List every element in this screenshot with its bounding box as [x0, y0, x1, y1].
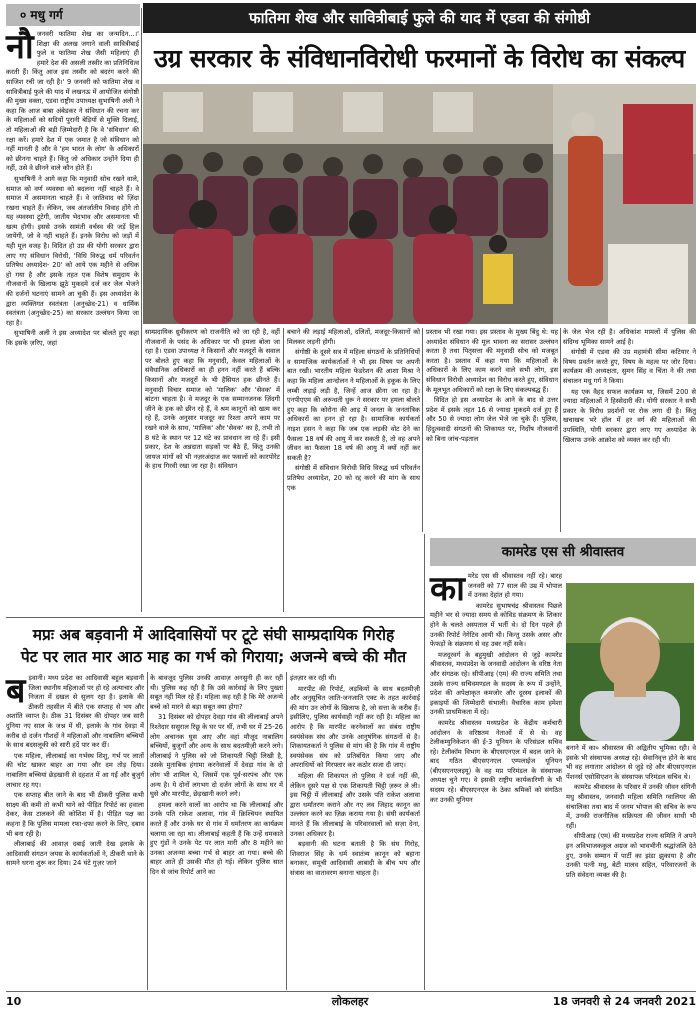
article2-column-2	[150, 674, 283, 990]
paragraph: के बावजूद पुलिस उनकी आवाज़ अनसुनी ही कर रही थी। पुलिस कह रही है कि उसे कार्रवाई के लिए पुख्ता सबूत नहीं मिल रहे हैं। महिला कह रही है कि मेरे अजन्मे बच्चे को मारने से बड़ा सबूत क्या होगा?	[150, 674, 283, 711]
newspaper-name: लोकलहर	[331, 995, 369, 1008]
paragraph: संगोष्ठी के दूसरे सत्र में महिला संगठनों के प्रतिनिधियों व सामाजिक कार्यकर्ताओं ने भी इस विषय पर अपनी बात रखी। भारतीय महिला फेडरेशन की आशा मिश्रा ने कहा कि महिला आन्दोलन ने महिलाओं के हकूक के लिए लम्बी लड़ाई लड़ी है, जिन्हें आज छीना जा रहा है। एनपीएएम की अरुन्धती धुरू ने सरकार पर हमला बोलते हुए कहा कि कोरोना की आड़ में जनता के जनतांत्रिक अधिकारों का हनन हो रहा है। सामाजिक कार्यकर्ता नाइश हसन ने कहा कि जब एक लड़की वोट देने का फैसला 18 वर्ष की आयु में कर सकती है, तो वह अपने जीवन का फैसला 18 वर्ष की आयु में क्यों नहीं कर सकती है?	[287, 348, 420, 462]
paragraph: मरेड एस सी श्रीवास्तव नहीं रहे। बारह जनवरी को 77 साल की उम्र में भोपाल में उनका देहांत हो गया।	[467, 572, 562, 600]
paragraph: सीपीआइ (एम) की मध्यप्रदेश राज्य समिति ने अपने इन अविभाजककुल अग्रज को भावभीनी श्रद्धांजलि देते हुए, उनके सम्मान में पार्टी का झंडा झुकाया है और उनकी पत्नी मधु, बेटी मालव सहित, परिवारजनों के प्रति संवेदना व्यक्त की है।	[566, 832, 696, 879]
page-number: 10	[6, 995, 22, 1008]
paragraph: 31 दिसंबर को दोपहर देवड़ा गांव की लीलाबाई अपने रिश्तेदार ससुराल रिछू के घर पर थीं, तभी घर में 25-26 लोग अचानक घुस आए और वहां मौजूद नाबालिग बच्चियों, बुजुर्गों और अन्य के साथ बदतमीज़ी करने लगे। लीलाबाई ने पुलिस को जो शिकायती चिट्ठी लिखी है, उसके मुताबिक हंगामा करनेवालों में देवड़ा गांव के दो लोग भी शामिल थे, जिसमें एक पूर्व-सरपंच और एक अन्य है। ये दोनों लगभग दो दर्जन लोगों के साथ घर में घुसे और मारपीट, छेड़खानी करने लगे।	[150, 713, 283, 799]
paragraph: के जेल भेज रही है। अधिकांश मामलों में पुलिस की संदिग्ध भूमिका सामने आई है।	[563, 328, 696, 346]
obituary-title: कामरेड एस सी श्रीवास्तव	[430, 538, 696, 566]
paragraph: एक महिला, लीलाबाई का गर्भस्थ शिशु, गर्भ पर लातों की चोट खाकर बाहर आ गया और दम तोड़ दिया। नाबालिग बच्चियां छेड़खानी से दहशत में आ गईं और बुजुर्ग लाचार रह गए।	[6, 751, 144, 789]
article2-headline-1: मप्रः अब बड़वानी में आदिवासियों पर टूटे संघी साम्प्रदायिक गिरोह	[32, 626, 395, 644]
dropcap: ब	[6, 671, 26, 711]
obituary-column-c	[566, 744, 696, 990]
paragraph: संगोष्ठी में संविधान विरोधी विधि विरुद्ध धर्म परिवर्तन प्रतिषेध अध्यादेश, 20 को रद्द करने की मांग के साथ एक	[287, 464, 420, 492]
portrait-photo	[566, 583, 694, 741]
obituary-column-b	[430, 742, 562, 990]
paragraph: कामरेड श्रीवास्तव मध्यप्रदेश के केंद्रीय कर्मचारी आंदोलन के वरिष्ठतम नेताओं में से थे। वह टेलीकम्युनिकेशन की ई-3 यूनियन के परिसंडल सचिव रहे। टेलीकॉम विभाग के बीएसएनएल में बदल जाने के बाद गठित बीएसएनएल एम्पलाईज यूनियन (बीएसएनएलइयू) के वह मप्र परिमंडल के संस्थापक अध्यक्ष चुने गए। वे इसकी राष्ट्रीय कार्यकारिणी के भी सदस्य रहे। बीएसएनएल के ठेका श्रमिकों को संगठित कर उनकी यूनियन	[430, 718, 562, 804]
portrait-graphic	[566, 583, 694, 741]
paragraph: बनाने में का० श्रीवास्तव की अद्वितीय भूमिका रही। वे इसके भी संस्थापक अध्यक्ष रहे। सेवानिवृत्त होने के बाद भी वह लगातार आंदोलन से जुड़े रहे और बीएसएनएल पेंशनर्स एसोसिएशन के संस्थापक परिमंडल सचिव थे।	[566, 744, 696, 781]
author-header: ० मधु गर्ग	[6, 4, 140, 26]
paragraph: बचाने की लड़ाई महिलाओं, दलितों, मजदूर-किसानों को मिलकर लड़नी होगी।	[287, 328, 420, 346]
column-5	[563, 328, 696, 532]
dropcap: नौ	[6, 27, 34, 67]
seminar-photo-graphic	[143, 84, 696, 324]
paragraph: जनवरी फातिमा शेख का जन्मदिन...।' शिक्षा की अलख जगाने वाली सावित्रीबाई फुले व फातिमा शेख जैसी महिलाएं ही हमारे देश की असली तस्वीर का प्रतिनिधित्व करती हैं। किंतु आज इस तस्वीर को बदरंग करने की साजिश रची जा रही है।' 9 जनवरी को फातिमा शेख व सावित्रीबाई फुले की याद में लखनऊ में आयोजित संगोष्ठी की मुख्य वक्ता, एडवा राष्ट्रीय उपाध्यक्ष सुभाषिनी अली ने कहा कि आज बाबा अंबेडकर ने संविधान की रचना कर के महिलाओं को सदियों पुरानी बेड़ियों से मुक्ति दिलाई, तो महिलाओं की बड़ी ज़िम्मेदारी है कि वे 'संविधान' की रक्षा करें। हमारे देश में एक जमात है जो संविधान को नहीं मानती है और वे 'हम भारत के लोग' के अधिकारों को छीनना चाहते हैं। किंतु जो अधिकार उन्होंने दिया ही नहीं, उसे वे छीनने वाले कौन होते हैं।	[6, 30, 139, 173]
main-headline: उग्र सरकार के संविधानविरोधी फरमानों के विरोध का संकल्प	[154, 44, 685, 73]
column-4	[426, 328, 558, 532]
column-2	[145, 328, 280, 614]
paragraph: मारपीट की रिपोर्ट, लड़कियों के साथ बदतमीज़ी और अनुसूचित जाति-जनजाति एक्ट के तहत कार्रवाई की मांग उन लोगों के खिलाफ है, जो सत्ता के करीब हैं। इसीलिए, पुलिस कार्यवाही नहीं कर रही है। महिला का आरोप है कि मारपीट करनेवालों का संबंध राष्ट्रीय स्वयंसेवक संघ और उनके आनुषंगिक संगठनों से है। शिकायतकर्ता ने पुलिस से मांग की है कि गांव में राष्ट्रीय स्वयंसेवक संघ को प्रतिबंधित किया जाए और अपराधियों को गिरफ्तार कर कठोर सजा दी जाए।	[290, 684, 420, 770]
column-1	[6, 27, 139, 614]
paragraph: एक सप्ताह बीत जाने के बाद भी ठीकरी पुलिस कभी साक्ष्य की कमी तो कभी थाने को पीड़ित रिपोर्ट का हवाला देकर, केस टालकने की कोशिश में है। पीड़ित पक्ष का कहना है कि पुलिस मामला रफा-दफा करने के लिए, दबाव भी बना रही है।	[6, 791, 144, 838]
paragraph: सुभाषिनी अली ने इस अध्यादेश पर बोलते हुए कहा कि इसके ज़रिए, जहां	[6, 329, 139, 347]
paragraph: विदित हो इस अध्यादेश के आने के बाद से उत्तर प्रदेश में इसके तहत 16 से ज्यादा मुकदमे दर्ज हुए हैं और 50 से ज्यादा लोग जेल भेजे जा चुके हैं। पुलिस, हिंदुत्ववादी संगठनों की शिकायत पर, निर्दोष नौजवानों को बिना जांच-पड़ताल	[426, 396, 558, 443]
seminar-photo	[143, 84, 696, 324]
article2-headline-2: पेट पर लात मार आठ माह का गर्भ को गिराया; अजन्मे बच्चे की मौत	[20, 648, 407, 666]
paragraph: साम्प्रदायिक ध्रुवीकरण को राजनीति को जा रही है, वहीं नौजवानों के पसंद के अधिकार पर भी हमला बोला जा रहा है। एडवा उपाध्यक्ष ने किसानों और मजदूरों के सवाल पर बोलते हुए कहा कि मनुवादी, केवल महिलाओं के संवैधानिक अधिकारों का ही हनन नहीं करते हैं बल्कि किसानों और मजदूरों के भी हैसियत हक छीनते हैं। मनुवादी विचार समाज को 'मालिक' और 'सेवक' में बांटना चाहता है। वे मजदूर के एक सम्मानजनक ज़िंदगी जीने के हक को छीन रहे हैं, वे श्रम कानूनों को खत्म कर रहे हैं, उनके अनुसार मजदूर का रिश्ता अपने काम पर रखने वाले के साथ, 'मालिक' और 'सेवक' का है, तभी तो 8 घंटे के स्थान पर 12 घंटे का प्रावधान ला रहे हैं। इसी प्रकार, देश के अन्नदाता सड़कों पर बैठे हैं, किंतु उनकी जायज मांगों को भी नज़रअंदाज कर फसलों को कारपोरेट के हाथ गिरवी रखा जा रहा है। संविधान	[145, 328, 280, 471]
paragraph: कामरेड श्रीवास्तव के परिवार में उनकी जीवन संगिनी मधु श्रीवास्तव, जनवादी महिला समिति ग्वालियर की संचालिका तथा बाद में जनम भोपाल की सचिव के रूप में, उनकी राजनीतिक सक्रियता की जीवन साथी भी रहीं।	[566, 783, 696, 830]
article2-column-3	[290, 674, 420, 990]
paragraph: मजदूरवर्ग के बहुमुखी आंदोलन से जुड़े कामरेड श्रीवास्तव, मध्यप्रदेश के जनवादी आंदोलन के वरिष्ठ नेता और संगठक रहे। सीपीआइ (एम) की राज्य समिति तथा उसके राज्य सचिवमण्डल के सदस्य के रूप में उन्होंने, प्रदेश की अपेक्षाकृत कमजोर और दूरस्थ इलाकों की इकाइयों की जिम्मेदारी संभाली। वैचारिक काम हमेशा उनकी प्राथमिकता में रहे।	[430, 650, 562, 717]
paragraph: प्रस्ताव भी रखा गया। इस प्रस्ताव के मुख्य बिंदु थे: यह अध्यादेश संविधान की मूल भावना का सरासर उल्लंघन करता है तथा पितृसत्ता की मनुवादी सोच को मजबूत करता है। प्रस्ताव में कहा गया कि महिलाओं के अधिकारों के लिए काम करने वाले सभी लोग, इस संविधान विरोधी अध्यादेश का विरोध करते हुए, संविधान के मूलभूत अधिकारों को रक्षा के लिए संकल्पबद्ध हैं।	[426, 328, 558, 394]
paragraph: कामरेड सुभाषचंद्र श्रीवास्तव पिछले महीने भर से ज्यादा समय से कोविड संक्रमण के शिकार होने के चलते अस्पताल में भर्ती थे। दो दिन पहले ही उनकी रिपोर्ट नेगेटिव आयी थी। किन्तु उसके असर और फेफड़ों के संक्रमण से वह उबर नहीं सके।	[430, 601, 562, 649]
column-3	[287, 328, 420, 614]
paragraph: इंतज़ार कर रही थी।	[290, 674, 337, 682]
event-banner: फातिमा शेख और सावित्रीबाई फुले की याद में एडवा की संगोष्ठी	[143, 3, 696, 33]
paragraph: बड़वानी की घटना बताती है कि संघ गिरोह, शिवराज सिंह के धर्म स्वातंत्र्य क़ानून को बहाना बनाकर, समूची आदिवासी आबादी के बीच भय और संत्रास का वातावरण बनाना चाहता है।	[290, 840, 420, 877]
issue-date: 18 जनवरी से 24 जनवरी 2021	[552, 995, 696, 1008]
paragraph: महिला की शिकायत तो पुलिस ने दर्ज नहीं की, लेकिन दूसरे पक्ष से एक शिकायती चिट्ठी ज़रूर ले ली। इस चिट्ठी में लीलाबाई और उसके पति राकेश अलावा द्वारा धर्मांतरण कराने और नए लव जिहाद कानून का उल्लंघन करने का ज़िक्र कराया गया है। संघी कार्यकर्ता मानते हैं कि लीलाबाई के परिवारवालों को सज़ा देना, उनका अधिकार है।	[290, 771, 420, 838]
article2-column-1	[6, 671, 144, 990]
paragraph: सुभाषिनी ने आगे कहा कि मनुवादी सोच रखने वाले, समाज को वर्ण व्यवस्था को बदलना नहीं चाहते हैं। वे समाज में असमानता चाहते हैं। वे जातिवाद को ज़िंदा रखना चाहते हैं। लेकिन, जब अंतर्जातीय विवाह होंगे तो यह व्यवस्था टूटेगी, जातीय भेदभाव और असमानता भी खत्म होगी। इससे उनके सामंती वर्चस्व की जड़ें हिल जायेंगी, जो वे नहीं चाहते हैं। इनके विरोध को जड़ों में यही मूल वजह है। विदित हो उप्र की योगी सरकार द्वारा लाए गए संविधान विरोधी, 'विधि विरुद्ध धर्म परिवर्तन प्रतिषेध अध्यादेश- 20' को आये एक महीने से अधिक हो गया है और इसके तहत एक विशेष समुदाय के नौजवानों के खिलाफ झूठे मुकदमे दर्ज कर जेल भेजने की दर्जनों घटनाएं सामने आ चुकी हैं। इस अध्यादेश के द्वारा व्यक्तिगत स्वतंत्रता (अनुच्छेद-21) व धार्मिक स्वतंत्रता (अनुच्छेद-25) का सरकार उल्लंघन किया जा रहा है।	[6, 174, 139, 327]
paragraph: संगोष्ठी में एडवा की उप्र महामंत्री सीमा कटियार ने विषय प्रवर्तन करते हुए, विषय के महत्व पर जोर दिया। कार्यक्रम की अध्यक्षता, सुमन सिंह व चिंता ने की तथा संचालन मधु गर्ग ने किया।	[563, 348, 696, 385]
paragraph: हमला करने वालों का आरोप था कि लीलाबाई और उनके पति राकेश अलावा, गांव में क्रिश्चियन स्थापित करते हैं और उनके घर से गांव में धर्मांतरण का कार्यक्रम चलाया जा रहा था। लीलाबाई कहती हैं कि उन्हें धमकाते हुए गुंडों ने उनके पेट पर लात मारी और 8 महीने का उनका अजन्मा बच्चा गर्भ से बाहर आ गया। बच्चे की बाहर आते ही उसकी मौत हो गई। लेकिन पुलिस सात दिन से जांच रिपोर्ट आने का	[150, 800, 283, 876]
paragraph: लीलाबाई की आवाज़ दबाई जाती देख इलाके के आदिवासी संगठन जयस के कार्यकर्ताओं ने, ठीकरी थाने के सामने धरना शुरू कर दिया। 24 घंटे गुज़र जाने	[6, 840, 144, 868]
paragraph: यह एक वैहद सफल कार्यक्रम था, जिसमें 200 से ज्यादा महिलाओं ने हिस्सेदारी की। योगी सरकार ने सभी प्रकार के विरोध प्रदर्शनों पर रोक लगा दी है। किंतु खचाखच भरे हॉल में हर वर्ग की महिलाओं की उपस्थिति, योगी सरकार द्वारा लाए गए अध्यादेश के खिलाफ उनके आक्रोश को व्यक्त कर रही थी।	[563, 387, 696, 444]
paragraph: ड़वानी। मध्य प्रदेश का आदिवासी बहुल बड़वानी जिला स्थानीय महिलाओं पर हो रहे अत्याचार और निजता में दखल से सुलग रहा है। इलाके की ठीकरी तहसील में बीते एक सप्ताह से भय और अशांति व्याप्त है। ठीक 31 दिसंबर की दोपहर जब सारी दुनिया नए साल के जश्न में थी, इलाके के गांव देवड़ा में करीब दो दर्जन गौशदों ने महिलाओं और नाबालिग बच्चियों के साथ बदसलूकी को सारी हदें पार कर दीं।	[6, 674, 144, 750]
dropcap: का	[430, 569, 465, 609]
obituary-column-a	[430, 569, 562, 804]
